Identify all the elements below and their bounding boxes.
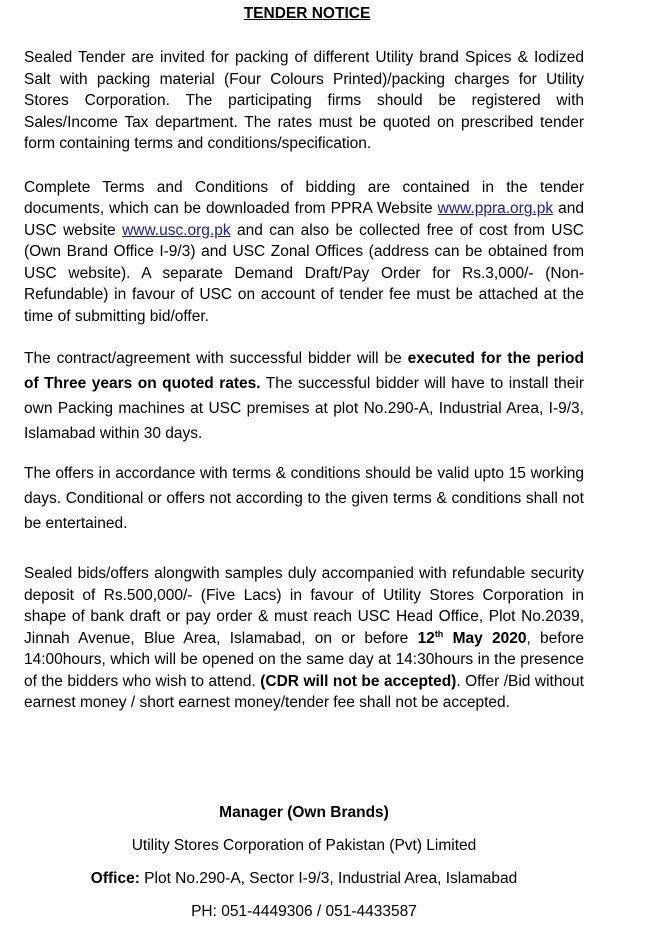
submission-text-2: , before 14:00hours, which will be opened on the same day at 14:30hours in the presence of the bidders who wish to attend. <box>24 629 585 690</box>
paragraph-terms <box>24 177 584 328</box>
office-address <box>0 862 608 895</box>
page-title: TENDER NOTICE <box>243 5 371 22</box>
contract-period-bold: executed for the period of Three years on quoted rates. <box>24 350 584 392</box>
terms-text-3: and can also be collected free of cost from USC (Own Brand Office I-9/3) and USC Zonal Offices (address can be obtained from USC website). A separate Demand Draft/Pay Order for Rs.3,000/- (Non-Refundable) in favour of USC on account of tender fee must be attached at the time of submitting bid/offer. <box>24 221 584 325</box>
date-ordinal-suffix: th <box>434 628 444 639</box>
submission-text-1: Sealed bids/offers alongwith samples duly accompanied with refundable security deposit of Rs.500,000/- (Five Lacs) in favour of Utility Stores Corporation in shape of bank draft or pay order & must reach USC Head Office, Plot No.2039, Jinnah Avenue, Blue Area, Islamabad, on or before <box>24 565 584 647</box>
office-address-text: Plot No.290-A, Sector I-9/3, Industrial Area, Islamabad <box>139 870 518 887</box>
company-name: Utility Stores Corporation of Pakistan (Pvt) Limited <box>131 837 477 854</box>
ppra-website-link[interactable]: www.ppra.org.pk <box>437 200 554 217</box>
paragraph-invitation: Sealed Tender are invited for packing of different Utility brand Spices & Iodized Salt with packing material (Four Colours Printed)/packing charges for Utility Stores Corporation. The participating firms should be registered with Sales/Income Tax department. The rates must be quoted on prescribed tender form containing terms and conditions/specification. <box>24 49 584 152</box>
contract-text-2: The successful bidder will have to install their own Packing machines at USC premises at plot No.290-A, Industrial Area, I-9/3, Islamabad within 30 days. <box>24 375 585 442</box>
submission-text-3: . Offer /Bid without earnest money / short earnest money/tender fee shall not be accepted. <box>24 672 584 711</box>
paragraph-validity: The offers in accordance with terms & conditions should be valid upto 15 working days. Conditional or offers not according to the given terms & conditions shall not be entertained. <box>24 465 584 532</box>
phone-numbers: PH: 051-4449306 / 051-4433587 <box>191 903 417 920</box>
terms-text-1: Complete Terms and Conditions of bidding are contained in the tender documents, which can be downloaded from PPRA Website <box>24 178 584 217</box>
contract-text-1: The contract/agreement with successful bidder will be <box>24 350 408 367</box>
usc-website-link[interactable]: www.usc.org.pk <box>122 221 231 239</box>
signatory-title: Manager (Own Brands) <box>219 804 389 821</box>
paragraph-contract <box>24 346 584 446</box>
office-label: Office: <box>90 870 140 887</box>
terms-text-2: and USC website <box>24 200 584 239</box>
tender-notice-document <box>24 4 584 714</box>
paragraph-submission <box>24 563 584 714</box>
cdr-notice-bold: (CDR will not be accepted) <box>260 672 457 690</box>
signature-block <box>0 796 608 928</box>
deadline-date: 12th May 2020 <box>417 628 527 647</box>
